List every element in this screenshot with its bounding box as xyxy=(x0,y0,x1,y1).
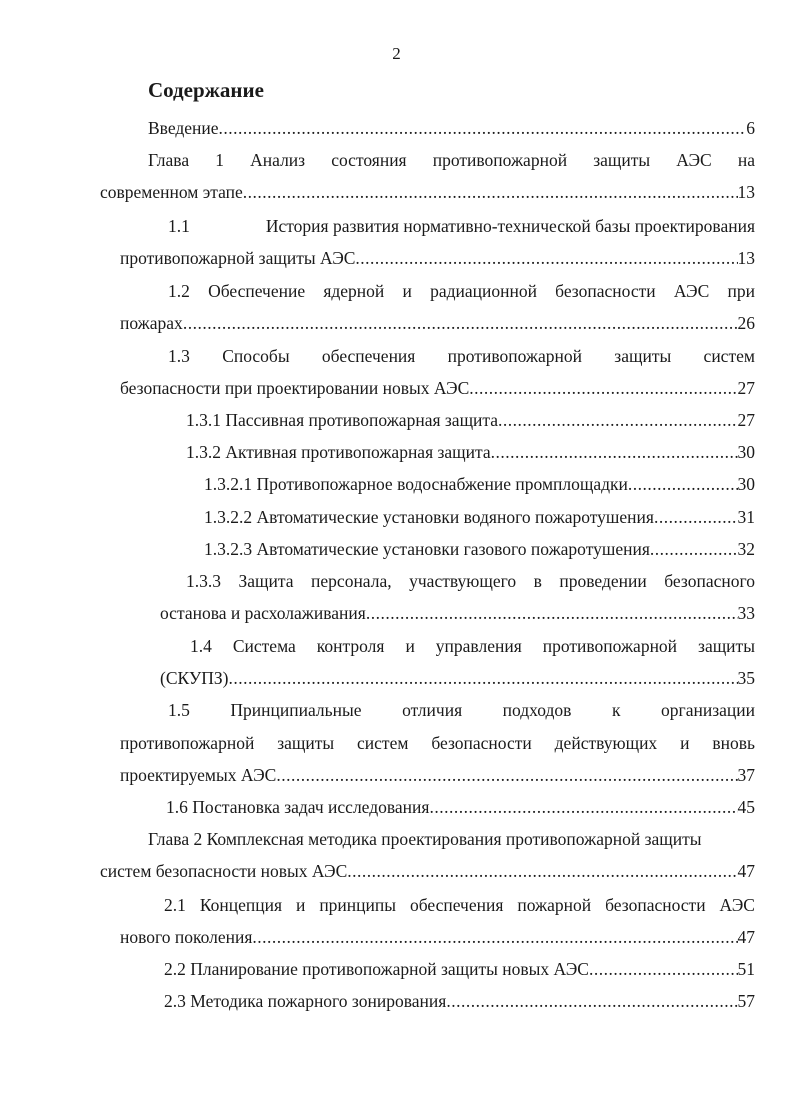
toc-page-number: 31 xyxy=(737,507,755,527)
word: Защита xyxy=(238,571,294,591)
toc-page-number: 35 xyxy=(737,668,755,688)
toc-entry-2-2[interactable] xyxy=(164,953,755,985)
toc-entry-1-3-2-1[interactable] xyxy=(204,468,755,500)
word: отличия xyxy=(402,700,463,720)
word: защиты xyxy=(698,636,755,656)
word: обеспечения xyxy=(321,346,416,366)
toc-entry-1-3-2[interactable] xyxy=(186,436,755,468)
leader-dots xyxy=(650,533,738,565)
leader-dots xyxy=(276,759,737,791)
toc-entry-text: пожарах xyxy=(120,313,183,333)
word: защиты xyxy=(593,150,651,170)
leader-dots xyxy=(252,921,737,953)
toc-entry-text: 2.2 Планирование противопожарной защиты новых АЭС xyxy=(164,959,589,979)
word: при xyxy=(727,281,755,301)
toc-title: Содержание xyxy=(148,78,264,102)
toc-entry-text: (СКУПЗ) xyxy=(160,668,229,688)
toc-page-number: 27 xyxy=(737,410,755,430)
word: и xyxy=(680,733,690,753)
toc-entry-text: 1.3.1 Пассивная противопожарная защита xyxy=(186,410,499,430)
word: Концепция xyxy=(199,895,283,915)
section-number: 1.1 xyxy=(168,216,190,236)
toc-entry-1-5-line1[interactable] xyxy=(168,694,755,726)
leader-dots xyxy=(491,436,738,468)
word: на xyxy=(737,150,755,170)
toc-entry-2-3[interactable] xyxy=(164,985,755,1017)
word: 2.1 xyxy=(164,895,186,915)
word: Анализ xyxy=(250,150,306,170)
word: 1.5 xyxy=(168,700,190,720)
toc-entry-1-2-line2[interactable] xyxy=(120,307,755,339)
word: безопасности xyxy=(555,281,656,301)
toc-entry-text: противопожарной защиты АЭС xyxy=(120,248,356,268)
toc-page-number: 13 xyxy=(737,182,755,202)
word: Способы xyxy=(222,346,290,366)
leader-dots xyxy=(498,404,737,436)
toc-entry-text: Глава 2 Комплексная методика проектирования противопожарной защиты xyxy=(148,829,702,849)
word: вновь xyxy=(712,733,755,753)
word: систем xyxy=(357,733,409,753)
leader-dots xyxy=(429,791,737,823)
word: участвующего xyxy=(409,571,517,591)
toc-page-number: 32 xyxy=(737,539,755,559)
toc-entry-1-5-line2[interactable] xyxy=(120,727,755,759)
toc-page-number: 33 xyxy=(737,603,755,623)
toc-entry-ch2-line1[interactable] xyxy=(148,823,755,855)
toc-entry-text: 1.3.2.3 Автоматические установки газового пожаротушения xyxy=(204,539,650,559)
toc-entry-1-3-line2[interactable] xyxy=(120,372,755,404)
word: к xyxy=(611,700,621,720)
word: контроля xyxy=(316,636,385,656)
word: противопожарной xyxy=(120,733,255,753)
toc-entry-ch1-line1[interactable] xyxy=(148,144,755,176)
toc-entry-text: 1.3.2.2 Автоматические установки водяного пожаротушения xyxy=(204,507,654,527)
toc-entry-text: нового поколения xyxy=(120,927,253,947)
toc-entry-1-3-1[interactable] xyxy=(186,404,755,436)
toc-entry-text: безопасности при проектировании новых АЭС xyxy=(120,378,470,398)
toc-page-number: 27 xyxy=(737,378,755,398)
word: и xyxy=(295,895,306,915)
toc-entry-text: 2.3 Методика пожарного зонирования xyxy=(164,991,447,1011)
word: безопасности xyxy=(605,895,706,915)
word: Глава xyxy=(148,150,190,170)
word: и xyxy=(405,636,415,656)
leader-dots xyxy=(628,468,738,500)
toc-entry-1-3-3-line1[interactable] xyxy=(186,565,755,597)
toc-entry-1-3-line1[interactable] xyxy=(168,340,755,372)
toc-page-number: 6 xyxy=(746,118,755,138)
toc-page-number: 45 xyxy=(737,797,755,817)
leader-dots xyxy=(219,112,747,144)
word: 1.3.3 xyxy=(186,571,221,591)
toc-page-number: 13 xyxy=(737,248,755,268)
toc-entry-text: Введение xyxy=(148,118,219,138)
toc-page-number: 57 xyxy=(737,991,755,1011)
page-number: 2 xyxy=(392,44,401,63)
word: АЭС xyxy=(719,895,755,915)
toc-page-number: 30 xyxy=(737,442,755,462)
leader-dots xyxy=(228,662,737,694)
leader-dots xyxy=(347,855,737,887)
word: принципы xyxy=(319,895,397,915)
leader-dots xyxy=(469,372,737,404)
word: безопасного xyxy=(664,571,755,591)
toc-entry-1-1-line1[interactable] xyxy=(168,210,755,242)
toc-entry-1-2-line1[interactable] xyxy=(168,275,755,307)
word: 1.4 xyxy=(190,636,212,656)
toc-entry-2-1-line1[interactable] xyxy=(164,889,755,921)
toc-entry-text: 1.6 Постановка задач исследования xyxy=(166,797,430,817)
word: противопожарной xyxy=(447,346,582,366)
toc-entry-1-3-2-2[interactable] xyxy=(204,501,755,533)
word: безопасности xyxy=(431,733,532,753)
word: состояния xyxy=(331,150,407,170)
toc-entry-text: 1.3.2.1 Противопожарное водоснабжение промплощадки xyxy=(204,474,628,494)
toc-entry-1-6[interactable] xyxy=(166,791,755,823)
word: организации xyxy=(661,700,755,720)
toc-entry-2-1-line2[interactable] xyxy=(120,921,755,953)
toc-entry-text: проектируемых АЭС xyxy=(120,765,277,785)
toc-page-number: 26 xyxy=(737,313,755,333)
word: Система xyxy=(232,636,296,656)
leader-dots xyxy=(446,985,737,1017)
word: персонала, xyxy=(311,571,392,591)
word: АЭС xyxy=(673,281,710,301)
toc-entry-text: современном этапе xyxy=(100,182,243,202)
word: обеспечения xyxy=(409,895,504,915)
leader-dots xyxy=(366,597,738,629)
toc-page-number: 30 xyxy=(737,474,755,494)
toc-page-number: 47 xyxy=(737,927,755,947)
toc-page-number: 51 xyxy=(737,959,755,979)
toc-entry-text: 1.3.2 Активная противопожарная защита xyxy=(186,442,491,462)
word: Обеспечение xyxy=(208,281,306,301)
word: радиационной xyxy=(430,281,537,301)
toc-page-number: 47 xyxy=(737,861,755,881)
word: противопожарной xyxy=(432,150,568,170)
word: 1 xyxy=(215,150,224,170)
toc-entry-text: систем безопасности новых АЭС xyxy=(100,861,348,881)
leader-dots xyxy=(654,501,738,533)
word: проведении xyxy=(559,571,647,591)
word: ядерной xyxy=(323,281,385,301)
toc-entry-1-3-3-line2[interactable] xyxy=(160,597,755,629)
word: действующих xyxy=(554,733,658,753)
word: систем xyxy=(703,346,755,366)
word: Принципиальные xyxy=(230,700,362,720)
leader-dots xyxy=(183,307,738,339)
toc-entry-1-4-line2[interactable] xyxy=(160,662,755,694)
leader-dots xyxy=(243,176,738,208)
word: пожарной xyxy=(517,895,592,915)
word: 1.2 xyxy=(168,281,190,301)
toc-entry-intro[interactable] xyxy=(148,112,755,144)
toc-page-number: 37 xyxy=(737,765,755,785)
toc-entry-text: останова и расхолаживания xyxy=(160,603,366,623)
toc-entry-1-1-line2[interactable] xyxy=(120,242,755,274)
leader-dots xyxy=(589,953,738,985)
word: АЭС xyxy=(676,150,712,170)
word: защиты xyxy=(614,346,672,366)
word: в xyxy=(533,571,542,591)
toc-entry-1-4-line1[interactable] xyxy=(190,630,755,662)
word: подходов xyxy=(502,700,572,720)
word: и xyxy=(402,281,412,301)
word: 1.3 xyxy=(168,346,190,366)
toc-entry-ch2-line2[interactable] xyxy=(100,855,755,887)
word: защиты xyxy=(277,733,335,753)
word: управления xyxy=(435,636,522,656)
toc-entry-1-3-2-3[interactable] xyxy=(204,533,755,565)
word: противопожарной xyxy=(542,636,678,656)
toc-entry-text: История развития нормативно-технической базы проектирования xyxy=(265,216,755,236)
toc-entry-ch1-line2[interactable] xyxy=(100,176,755,208)
toc-entry-1-5-line3[interactable] xyxy=(120,759,755,791)
leader-dots xyxy=(355,242,737,274)
